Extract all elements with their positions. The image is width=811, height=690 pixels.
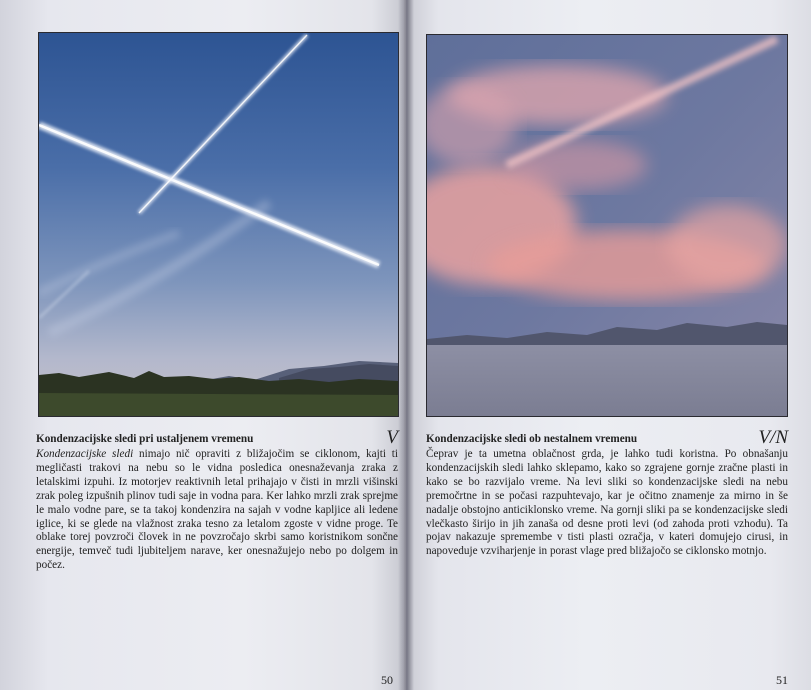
right-page-number: 51 [776,673,788,687]
contrails-unstable-weather-photo [426,34,788,417]
book-gutter [398,0,414,690]
right-heading: Kondenzacijske sledi ob nestalnem vremenu [426,433,638,446]
right-body: Čeprav je ta umetna oblačnost grda, je lahko tudi koristna. Po obnašanju kondenzacijskih sledi lahko sklepamo, kako so zgrajene gornje zračne plasti in kako se bo razvijalo vreme. Na levi sliki so kondenzacijske sledi na nebu premočrtne in se počasi razpuhtevajo, kar je očitno znamenje za mirno in še nadalje obstojno anticiklonsko vreme. Na gornji sliki pa se kondenzacijske sledi vlečkasto širijo in jih zanaša od desne proti levi (od zahoda proti vzhodu). Ta pojav nakazuje spremembe v tisti plasti ozračja, v kateri domujejo cirusi, in napoveduje vzviharjenje in porast vlage pred bližajočo se ciklonsko motnjo. [426,448,788,558]
left-heading-row [36,428,398,447]
left-weather-mark: V [386,427,398,448]
left-heading: Kondenzacijske sledi pri ustaljenem vremenu [36,433,254,446]
right-weather-mark: V/N [758,427,788,448]
pink-contrails-image [427,35,787,416]
contrails-stable-weather-photo [38,32,399,417]
left-caption [36,428,398,573]
contrails-sky-image [39,33,398,416]
left-page [0,0,404,690]
left-body: nimajo nič opraviti z bližajočim se ciklonom, kajti ti megličasti trakovi na nebu so le vidna posledica onesnaževanja zraka z letalskimi izpuhi. Iz motorjev reaktivnih letal prihajajo v čisti in mrzli višinski zrak poleg izpušnih plinov tudi saje in vodna para. Ker lahko mrzli zrak sprejme le malo vodne pare, se ta takoj kondenzira na sajah v vodne kapljice ali ledene iglice, ki se glede na vlažnost zraka tesno za letalom zgoste v vidne proge. Te oblake torej povzroči človek in ne povzročajo skrbi samo koristnikom sončne energije, temveč tudi ljubiteljem narave, ker onesnažujejo nebo po dolgem in počez. [36,448,398,572]
left-intro-italic: Kondenzacijske sledi [36,448,134,460]
right-heading-row [426,428,788,447]
right-caption [426,428,788,559]
left-page-number: 50 [381,673,393,687]
left-body-text [36,448,398,573]
